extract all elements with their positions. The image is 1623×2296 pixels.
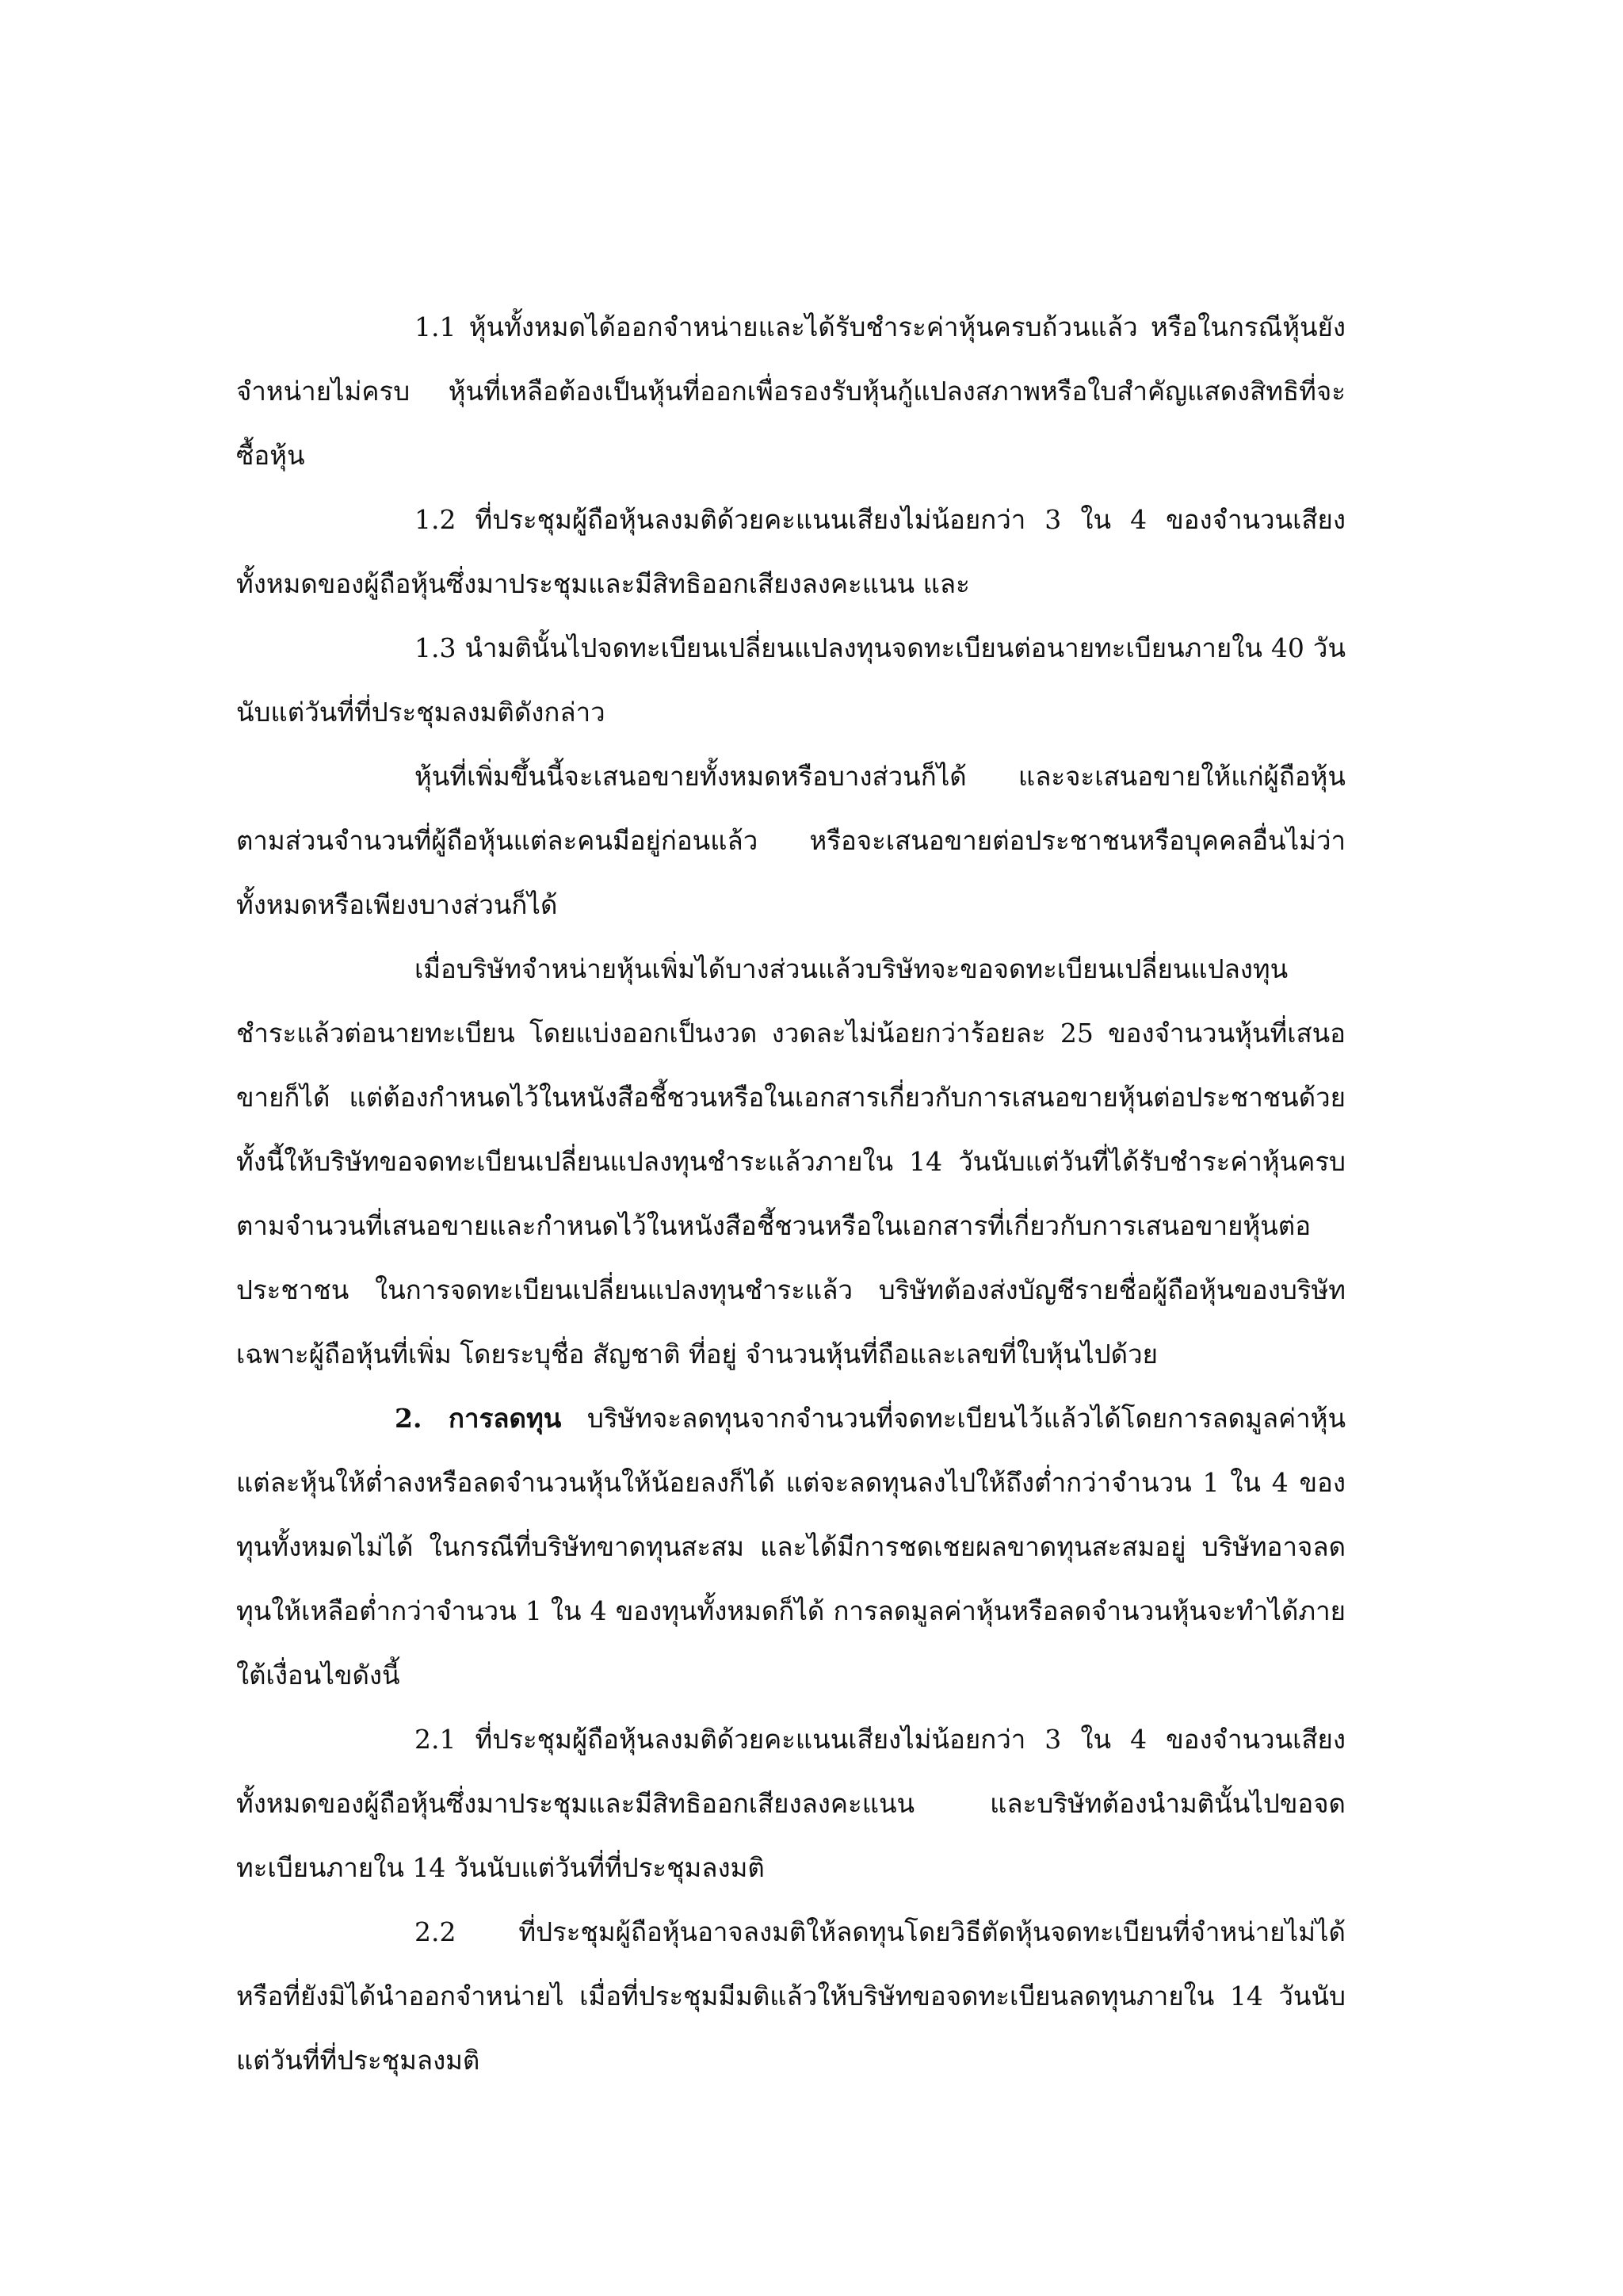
section-2-heading: 2. การลดทุน bbox=[395, 1403, 562, 1434]
paragraph-1-1: 1.1 หุ้นทั้งหมดได้ออกจำหน่ายและได้รับชำระค่าหุ้นครบถ้วนแล้ว หรือในกรณีหุ้นยังจำหน่ายไม่ครบ หุ้นที่เหลือต้องเป็นหุ้นที่ออกเพื่อรองรับหุ้นกู้แปลงสภาพหรือใบสำคัญแสดงสิทธิที่จะซื้อหุ้น bbox=[236, 311, 1346, 471]
section-2-paragraph bbox=[236, 1386, 1346, 1707]
paragraph-2-1: 2.1 ที่ประชุมผู้ถือหุ้นลงมติด้วยคะแนนเสียงไม่น้อยกว่า 3 ใน 4 ของจำนวนเสียงทั้งหมดของผู้ถือหุ้นซึ่งมาประชุมและมีสิทธิออกเสียงลงคะแนน และบริษัทต้องนำมตินั้นไปขอจดทะเบียนภายใน 14 วันนับแต่วันที่ที่ประชุมลงมติ bbox=[236, 1724, 1346, 1883]
paragraph-2-2: 2.2 ที่ประชุมผู้ถือหุ้นอาจลงมติให้ลดทุนโดยวิธีตัดหุ้นจดทะเบียนที่จำหน่ายไม่ได้ หรือที่ยังมิได้นำออกจำหน่ายไ เมื่อที่ประชุมมีมติแล้วให้บริษัทขอจดทะเบียนลดทุนภายใน 14 วันนับแต่วันที่ที่ประชุมลงมติ bbox=[236, 1916, 1346, 2076]
paragraph-1-2: 1.2 ที่ประชุมผู้ถือหุ้นลงมติด้วยคะแนนเสียงไม่น้อยกว่า 3 ใน 4 ของจำนวนเสียงทั้งหมดของผู้ถือหุ้นซึ่งมาประชุมและมีสิทธิออกเสียงลงคะแนน และ bbox=[236, 504, 1346, 599]
paragraph-1-3: 1.3 นำมตินั้นไปจดทะเบียนเปลี่ยนแปลงทุนจดทะเบียนต่อนายทะเบียนภายใน 40 วันนับแต่วันที่ที่ประชุมลงมติดังกล่าว bbox=[236, 632, 1346, 728]
paragraph-partial-registration: เมื่อบริษัทจำหน่ายหุ้นเพิ่มได้บางส่วนแล้วบริษัทจะขอจดทะเบียนเปลี่ยนแปลงทุนชำระแล้วต่อนายทะเบียน โดยแบ่งออกเป็นงวด งวดละไม่น้อยกว่าร้อยละ 25 ของจำนวนหุ้นที่เสนอขายก็ได้ แต่ต้องกำหนดไว้ในหนังสือชี้ชวนหรือในเอกสารเกี่ยวกับการเสนอขายหุ้นต่อประชาชนด้วย ทั้งนี้ให้บริษัทขอจดทะเบียนเปลี่ยนแปลงทุนชำระแล้วภายใน 14 วันนับแต่วันที่ได้รับชำระค่าหุ้นครบตามจำนวนที่เสนอขายและกำหนดไว้ในหนังสือชี้ชวนหรือในเอกสารที่เกี่ยวกับการเสนอขายหุ้นต่อประชาชน ในการจดทะเบียนเปลี่ยนแปลงทุนชำระแล้ว บริษัทต้องส่งบัญชีรายชื่อผู้ถือหุ้นของบริษัทเฉพาะผู้ถือหุ้นที่เพิ่ม โดยระบุชื่อ สัญชาติ ที่อยู่ จำนวนหุ้นที่ถือและเลขที่ใบหุ้นไปด้วย bbox=[236, 953, 1346, 1370]
document-page bbox=[236, 295, 1346, 2092]
section-2-body: บริษัทจะลดทุนจากจำนวนที่จดทะเบียนไว้แล้วได้โดยการลดมูลค่าหุ้นแต่ละหุ้นให้ต่ำลงหรือลดจำนวนหุ้นให้น้อยลงก็ได้ แต่จะลดทุนลงไปให้ถึงต่ำกว่าจำนวน 1 ใน 4 ของทุนทั้งหมดไม่ได้ ในกรณีที่บริษัทขาดทุนสะสม และได้มีการชดเชยผลขาดทุนสะสมอยู่ บริษัทอาจลดทุนให้เหลือต่ำกว่าจำนวน 1 ใน 4 ของทุนทั้งหมดก็ได้ การลดมูลค่าหุ้นหรือลดจำนวนหุ้นจะทำได้ภายใต้เงื่อนไขดังนี้ bbox=[236, 1403, 1346, 1690]
paragraph-offer: หุ้นที่เพิ่มขึ้นนี้จะเสนอขายทั้งหมดหรือบางส่วนก็ได้ และจะเสนอขายให้แก่ผู้ถือหุ้นตามส่วนจำนวนที่ผู้ถือหุ้นแต่ละคนมีอยู่ก่อนแล้ว หรือจะเสนอขายต่อประชาชนหรือบุคคลอื่นไม่ว่าทั้งหมดหรือเพียงบางส่วนก็ได้ bbox=[236, 761, 1346, 920]
